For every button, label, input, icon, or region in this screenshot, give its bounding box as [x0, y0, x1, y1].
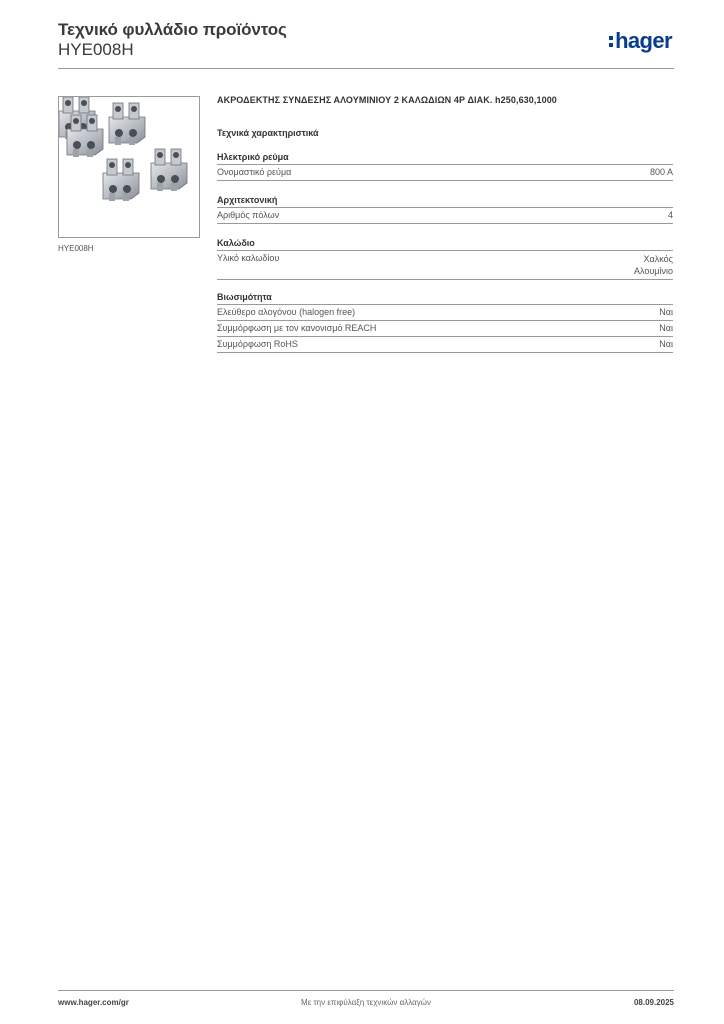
group-heading-sustainability: Βιωσιμότητα [217, 292, 673, 305]
spec-value: Ναι [659, 339, 673, 349]
header-divider [58, 68, 674, 69]
document-header [58, 20, 674, 60]
group-heading-cable: Καλώδιο [217, 238, 673, 251]
spec-row [217, 208, 673, 224]
spec-value-line: Αλουμίνιο [634, 266, 673, 276]
website-link[interactable]: www.hager.com/gr [58, 998, 129, 1007]
footer-notice: Με την επιφύλαξη τεχνικών αλλαγών [301, 998, 431, 1007]
spec-value-line: Χαλκός [643, 254, 673, 264]
document-title: Τεχνικό φυλλάδιο προϊόντος [58, 20, 287, 39]
product-image [58, 96, 200, 238]
terminal-blocks-photo-icon [59, 97, 199, 237]
spec-label: Συμμόρφωση με τον κανονισμό REACH [217, 323, 377, 333]
spec-row [217, 321, 673, 337]
image-caption: HYE008H [58, 244, 94, 253]
spec-value [634, 253, 673, 277]
spec-value: 800 A [649, 167, 673, 177]
footer-date: 08.09.2025 [633, 998, 674, 1007]
logo-text: hager [615, 28, 672, 53]
spec-value: 4 [667, 210, 673, 220]
spec-row [217, 251, 673, 280]
spec-row [217, 337, 673, 353]
product-title: ΑΚΡΟΔΕΚΤΗΣ ΣΥΝΔΕΣΗΣ ΑΛΟΥΜΙΝΙΟΥ 2 ΚΑΛΩΔΙΩΝ 4P ΔΙΑΚ. h250,630,1000 [217, 95, 557, 105]
spec-label: Ελεύθερο αλογόνου (halogen free) [217, 307, 356, 317]
group-heading-electrical: Ηλεκτρικό ρεύμα [217, 152, 673, 165]
group-heading-architecture: Αρχιτεκτονική [217, 195, 673, 208]
spec-row [217, 305, 673, 321]
spec-value: Ναι [659, 323, 673, 333]
product-code: HYE008H [58, 40, 134, 59]
spec-label: Υλικό καλωδίου [217, 253, 280, 263]
specs-heading: Τεχνικά χαρακτηριστικά [217, 128, 319, 138]
logo-dots-icon [609, 36, 613, 47]
spec-label: Συμμόρφωση RoHS [217, 339, 298, 349]
hager-logo [609, 28, 672, 54]
footer-divider [58, 990, 674, 991]
spec-label: Αριθμός πόλων [217, 210, 280, 220]
spec-content [217, 95, 673, 353]
spec-label: Ονομαστικό ρεύμα [217, 167, 292, 177]
spec-row [217, 165, 673, 181]
spec-value: Ναι [659, 307, 673, 317]
